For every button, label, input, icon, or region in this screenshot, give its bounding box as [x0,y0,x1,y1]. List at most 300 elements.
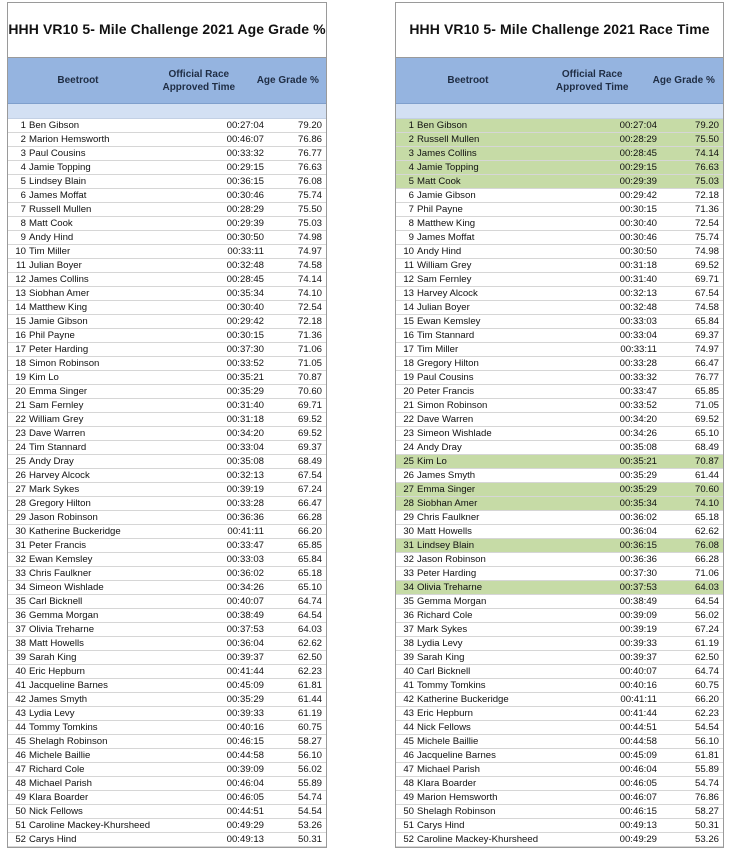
age-grade-cell: 76.63 [694,162,719,173]
time-cell: 00:46:05 [226,792,264,803]
age-grade-cell: 76.63 [297,162,322,173]
table-row [396,147,723,161]
rank-cell: 51 [403,820,414,831]
rank-cell: 17 [403,344,414,355]
age-grade-cell: 69.52 [297,414,322,425]
time-cell: 00:37:53 [226,624,264,635]
table-row [8,133,326,147]
table-row [396,693,723,707]
table-row [8,413,326,427]
rank-cell: 38 [15,638,26,649]
name-cell: Tim Miller [29,246,71,257]
table-row [396,749,723,763]
time-cell: 00:32:48 [226,260,264,271]
age-grade-cell: 67.24 [297,484,322,495]
age-grade-cell: 55.89 [694,764,719,775]
rank-cell: 43 [403,708,414,719]
name-cell: Siobhan Amer [417,498,478,509]
table-row [396,553,723,567]
name-cell: Simon Robinson [29,358,100,369]
name-cell: Matthew King [29,302,88,313]
age-grade-cell: 68.49 [694,442,719,453]
table-row [8,763,326,777]
age-grade-cell: 66.28 [694,554,719,565]
age-grade-cell: 74.10 [297,288,322,299]
rank-cell: 10 [15,246,26,257]
table-row [396,301,723,315]
time-cell: 00:37:30 [226,344,264,355]
name-cell: Dave Warren [29,428,86,439]
name-cell: Peter Harding [29,344,89,355]
table-row [396,329,723,343]
name-cell: Matt Cook [417,176,461,187]
rank-cell: 50 [15,806,26,817]
rank-cell: 16 [15,330,26,341]
name-cell: Chris Faulkner [417,512,480,523]
table-row [396,595,723,609]
rank-cell: 36 [15,610,26,621]
time-cell: 00:32:13 [619,288,657,299]
rank-cell: 51 [15,820,26,831]
table-row [8,567,326,581]
time-cell: 00:32:48 [619,302,657,313]
time-cell: 00:44:51 [226,806,264,817]
name-cell: Shelagh Robinson [29,736,108,747]
age-grade-cell: 62.50 [297,652,322,663]
table-row [8,707,326,721]
time-cell: 00:39:19 [619,624,657,635]
time-cell: 00:35:29 [226,694,264,705]
table-row [8,595,326,609]
time-cell: 00:45:09 [226,680,264,691]
name-cell: Ben Gibson [417,120,468,131]
age-grade-cell: 65.85 [694,386,719,397]
age-grade-cell: 65.18 [694,512,719,523]
header-name: Beetroot [447,75,489,86]
age-grade-cell: 65.84 [694,316,719,327]
name-cell: Jacqueline Barnes [417,750,496,761]
rank-cell: 8 [408,218,414,229]
age-grade-cell: 74.98 [694,246,719,257]
name-cell: Gregory Hilton [29,498,91,509]
name-cell: Gemma Morgan [29,610,99,621]
rank-cell: 6 [20,190,26,201]
name-cell: Ben Gibson [29,120,80,131]
rank-cell: 23 [403,428,414,439]
table-row [8,329,326,343]
rank-cell: 27 [15,484,26,495]
time-cell: 00:30:15 [226,330,264,341]
table-row [396,357,723,371]
rank-cell: 39 [15,652,26,663]
age-grade-cell: 68.49 [297,456,322,467]
time-cell: 00:34:26 [226,582,264,593]
rank-cell: 7 [20,204,26,215]
table-row [8,777,326,791]
time-cell: 00:36:04 [619,526,657,537]
age-grade-cell: 65.10 [297,582,322,593]
name-cell: Nick Fellows [29,806,83,817]
name-cell: Michele Baillie [29,750,91,761]
name-cell: Sam Fernley [29,400,84,411]
rank-cell: 52 [15,834,26,845]
age-grade-cell: 58.27 [694,806,719,817]
rank-cell: 26 [403,470,414,481]
age-grade-cell: 58.27 [297,736,322,747]
age-grade-cell: 64.03 [297,624,322,635]
name-cell: Phil Payne [29,330,75,341]
table-row [8,217,326,231]
rank-cell: 14 [403,302,414,313]
time-cell: 00:36:04 [226,638,264,649]
header-spacer [396,104,723,119]
age-grade-cell: 74.58 [694,302,719,313]
rank-cell: 44 [15,722,26,733]
table-row [8,483,326,497]
name-cell: Marion Hemsworth [417,792,498,803]
age-grade-cell: 74.10 [694,498,719,509]
name-cell: Carl Bicknell [29,596,83,607]
age-grade-cell: 74.97 [694,344,719,355]
rank-cell: 29 [15,512,26,523]
table-row [8,819,326,833]
table-row [8,581,326,595]
time-cell: 00:39:37 [619,652,657,663]
time-cell: 00:33:52 [226,358,264,369]
name-cell: Jacqueline Barnes [29,680,108,691]
age-grade-cell: 66.20 [694,694,719,705]
name-cell: Ewan Kemsley [29,554,93,565]
time-cell: 00:35:34 [619,498,657,509]
time-cell: 00:33:28 [619,358,657,369]
table-row [8,539,326,553]
time-cell: 00:33:47 [619,386,657,397]
rank-cell: 5 [408,176,414,187]
name-cell: Marion Hemsworth [29,134,110,145]
rank-cell: 26 [15,470,26,481]
time-cell: 00:29:39 [619,176,657,187]
time-cell: 00:39:33 [226,708,264,719]
table-row [396,819,723,833]
time-cell: 00:46:05 [619,778,657,789]
name-cell: Peter Francis [417,386,475,397]
name-cell: Klara Boarder [417,778,477,789]
table-row [396,665,723,679]
name-cell: Julian Boyer [417,302,470,313]
name-cell: Simeon Wishlade [417,428,492,439]
time-cell: 00:49:13 [619,820,657,831]
rank-cell: 25 [15,456,26,467]
time-cell: 00:32:13 [226,470,264,481]
time-cell: 00:34:20 [226,428,264,439]
rank-cell: 20 [403,386,414,397]
rank-cell: 37 [403,624,414,635]
name-cell: Carys Hind [417,820,465,831]
rank-cell: 21 [15,400,26,411]
rank-cell: 48 [403,778,414,789]
time-cell: 00:41:44 [226,666,264,677]
name-cell: Sarah King [29,652,77,663]
rank-cell: 31 [15,540,26,551]
age-grade-cell: 56.02 [694,610,719,621]
rank-cell: 34 [403,582,414,593]
time-cell: 00:33:47 [226,540,264,551]
age-grade-cell: 62.23 [694,708,719,719]
table-row [396,763,723,777]
name-cell: Mark Sykes [29,484,80,495]
table-row [8,693,326,707]
age-grade-cell: 76.08 [297,176,322,187]
table-row [8,497,326,511]
name-cell: Andy Dray [417,442,462,453]
time-cell: 00:46:07 [619,792,657,803]
age-grade-cell: 66.47 [694,358,719,369]
rank-cell: 22 [15,414,26,425]
rank-cell: 32 [15,554,26,565]
name-cell: Lindsey Blain [417,540,475,551]
rank-cell: 12 [15,274,26,285]
name-cell: Jason Robinson [29,512,98,523]
rank-cell: 1 [408,120,414,131]
table-row [396,399,723,413]
age-grade-cell: 67.24 [694,624,719,635]
rank-cell: 28 [403,498,414,509]
time-cell: 00:44:51 [619,722,657,733]
table-row [396,371,723,385]
age-grade-cell: 62.62 [694,526,719,537]
rank-cell: 4 [408,162,414,173]
time-cell: 00:36:15 [226,176,264,187]
rank-cell: 17 [15,344,26,355]
rank-cell: 3 [20,148,26,159]
name-cell: Tim Miller [417,344,459,355]
table-row [396,343,723,357]
time-cell: 00:31:40 [226,400,264,411]
age-grade-cell: 69.52 [297,428,322,439]
rank-cell: 30 [403,526,414,537]
table-row [396,441,723,455]
time-cell: 00:35:21 [619,456,657,467]
age-grade-cell: 69.37 [297,442,322,453]
time-cell: 00:49:29 [226,820,264,831]
table-row [8,805,326,819]
table-row [8,273,326,287]
table-row [396,511,723,525]
age-grade-cell: 69.71 [297,400,322,411]
age-grade-cell: 61.81 [694,750,719,761]
table-row [396,189,723,203]
age-grade-cell: 64.74 [297,596,322,607]
name-cell: Klara Boarder [29,792,89,803]
name-cell: Olivia Treharne [417,582,483,593]
name-cell: Jamie Topping [29,162,91,173]
rank-cell: 20 [15,386,26,397]
rank-cell: 11 [16,260,26,271]
age-grade-cell: 75.50 [297,204,322,215]
name-cell: Siobhan Amer [29,288,90,299]
name-cell: Sam Fernley [417,274,472,285]
time-cell: 00:41:11 [227,526,264,537]
time-cell: 00:27:04 [226,120,264,131]
time-cell: 00:41:11 [620,694,657,705]
time-cell: 00:35:29 [619,470,657,481]
name-cell: Dave Warren [417,414,474,425]
time-cell: 00:33:28 [226,498,264,509]
time-cell: 00:35:08 [226,456,264,467]
table-row [396,217,723,231]
age-grade-cell: 79.20 [694,120,719,131]
age-grade-cell: 66.47 [297,498,322,509]
age-grade-cell: 55.89 [297,778,322,789]
table-row [396,777,723,791]
age-grade-cell: 70.60 [694,484,719,495]
age-grade-cell: 61.19 [297,708,322,719]
rank-cell: 10 [403,246,414,257]
name-cell: Nick Fellows [417,722,471,733]
time-cell: 00:30:50 [619,246,657,257]
name-cell: Jamie Gibson [29,316,88,327]
age-grade-cell: 56.02 [297,764,322,775]
age-grade-cell: 69.52 [694,414,719,425]
age-grade-cell: 75.03 [694,176,719,187]
name-cell: Katherine Buckeridge [29,526,121,537]
rank-cell: 38 [403,638,414,649]
header-spacer [8,104,326,119]
table-row [396,735,723,749]
table-row [396,581,723,595]
table-title: HHH VR10 5- Mile Challenge 2021 Race Time [396,3,723,58]
age-grade-cell: 65.85 [297,540,322,551]
table-row [8,833,326,847]
time-cell: 00:38:49 [619,596,657,607]
header-time: Official Race Approved Time [555,68,629,93]
name-cell: William Grey [417,260,472,271]
name-cell: Russell Mullen [417,134,480,145]
age-grade-cell: 71.36 [694,204,719,215]
age-grade-cell: 54.54 [694,722,719,733]
name-cell: Russell Mullen [29,204,92,215]
time-cell: 00:34:20 [619,414,657,425]
name-cell: Matt Cook [29,218,73,229]
name-cell: Chris Faulkner [29,568,92,579]
rank-cell: 45 [403,736,414,747]
table-body [8,119,326,847]
table-row [396,385,723,399]
time-cell: 00:28:45 [226,274,264,285]
table-row [396,623,723,637]
table-row [396,175,723,189]
table-row [8,371,326,385]
age-grade-cell: 66.20 [297,526,322,537]
name-cell: James Collins [417,148,477,159]
rank-cell: 11 [404,260,414,271]
rank-cell: 15 [403,316,414,327]
rank-cell: 8 [20,218,26,229]
time-cell: 00:31:18 [226,414,264,425]
rank-cell: 32 [403,554,414,565]
age-grade-table [7,2,327,848]
age-grade-cell: 60.75 [297,722,322,733]
rank-cell: 7 [408,204,414,215]
name-cell: James Smyth [29,694,88,705]
age-grade-cell: 61.81 [297,680,322,691]
age-grade-cell: 72.54 [694,218,719,229]
rank-cell: 24 [15,442,26,453]
rank-cell: 1 [20,120,26,131]
table-row [396,245,723,259]
name-cell: Lydia Levy [417,638,463,649]
time-cell: 00:29:39 [226,218,264,229]
time-cell: 00:30:46 [619,232,657,243]
rank-cell: 46 [15,750,26,761]
table-title: HHH VR10 5- Mile Challenge 2021 Age Grade % [8,3,326,58]
table-row [8,385,326,399]
time-cell: 00:33:32 [226,148,264,159]
rank-cell: 33 [403,568,414,579]
name-cell: Michael Parish [29,778,92,789]
table-row [396,413,723,427]
table-row [396,609,723,623]
time-cell: 00:44:58 [226,750,264,761]
time-cell: 00:39:09 [619,610,657,621]
age-grade-cell: 50.31 [694,820,719,831]
time-cell: 00:29:15 [226,162,264,173]
rank-cell: 36 [403,610,414,621]
time-cell: 00:31:18 [619,260,657,271]
name-cell: Kim Lo [417,456,447,467]
rank-cell: 50 [403,806,414,817]
table-row [8,259,326,273]
name-cell: Carl Bicknell [417,666,471,677]
table-row [396,651,723,665]
age-grade-cell: 72.18 [694,190,719,201]
header-age-grade: Age Grade % [256,75,319,86]
table-row [8,119,326,133]
time-cell: 00:36:15 [619,540,657,551]
name-cell: James Collins [29,274,89,285]
name-cell: Lindsey Blain [29,176,87,187]
age-grade-cell: 65.18 [297,568,322,579]
age-grade-cell: 70.87 [297,372,322,383]
age-grade-cell: 62.62 [297,638,322,649]
table-row [8,511,326,525]
time-cell: 00:30:50 [226,232,264,243]
age-grade-cell: 65.10 [694,428,719,439]
time-cell: 00:35:34 [226,288,264,299]
rank-cell: 41 [15,680,26,691]
time-cell: 00:29:42 [619,190,657,201]
rank-cell: 42 [15,694,26,705]
rank-cell: 2 [408,134,414,145]
name-cell: Michael Parish [417,764,480,775]
name-cell: Ewan Kemsley [417,316,481,327]
age-grade-cell: 70.87 [694,456,719,467]
table-row [396,805,723,819]
time-cell: 00:28:45 [619,148,657,159]
age-grade-cell: 69.71 [694,274,719,285]
time-cell: 00:46:07 [226,134,264,145]
name-cell: Matthew King [417,218,476,229]
table-row [8,637,326,651]
age-grade-cell: 76.08 [694,540,719,551]
table-row [8,525,326,539]
age-grade-cell: 72.54 [297,302,322,313]
table-row [8,161,326,175]
age-grade-cell: 64.03 [694,582,719,593]
table-row [396,791,723,805]
rank-cell: 14 [15,302,26,313]
name-cell: Emma Singer [417,484,476,495]
